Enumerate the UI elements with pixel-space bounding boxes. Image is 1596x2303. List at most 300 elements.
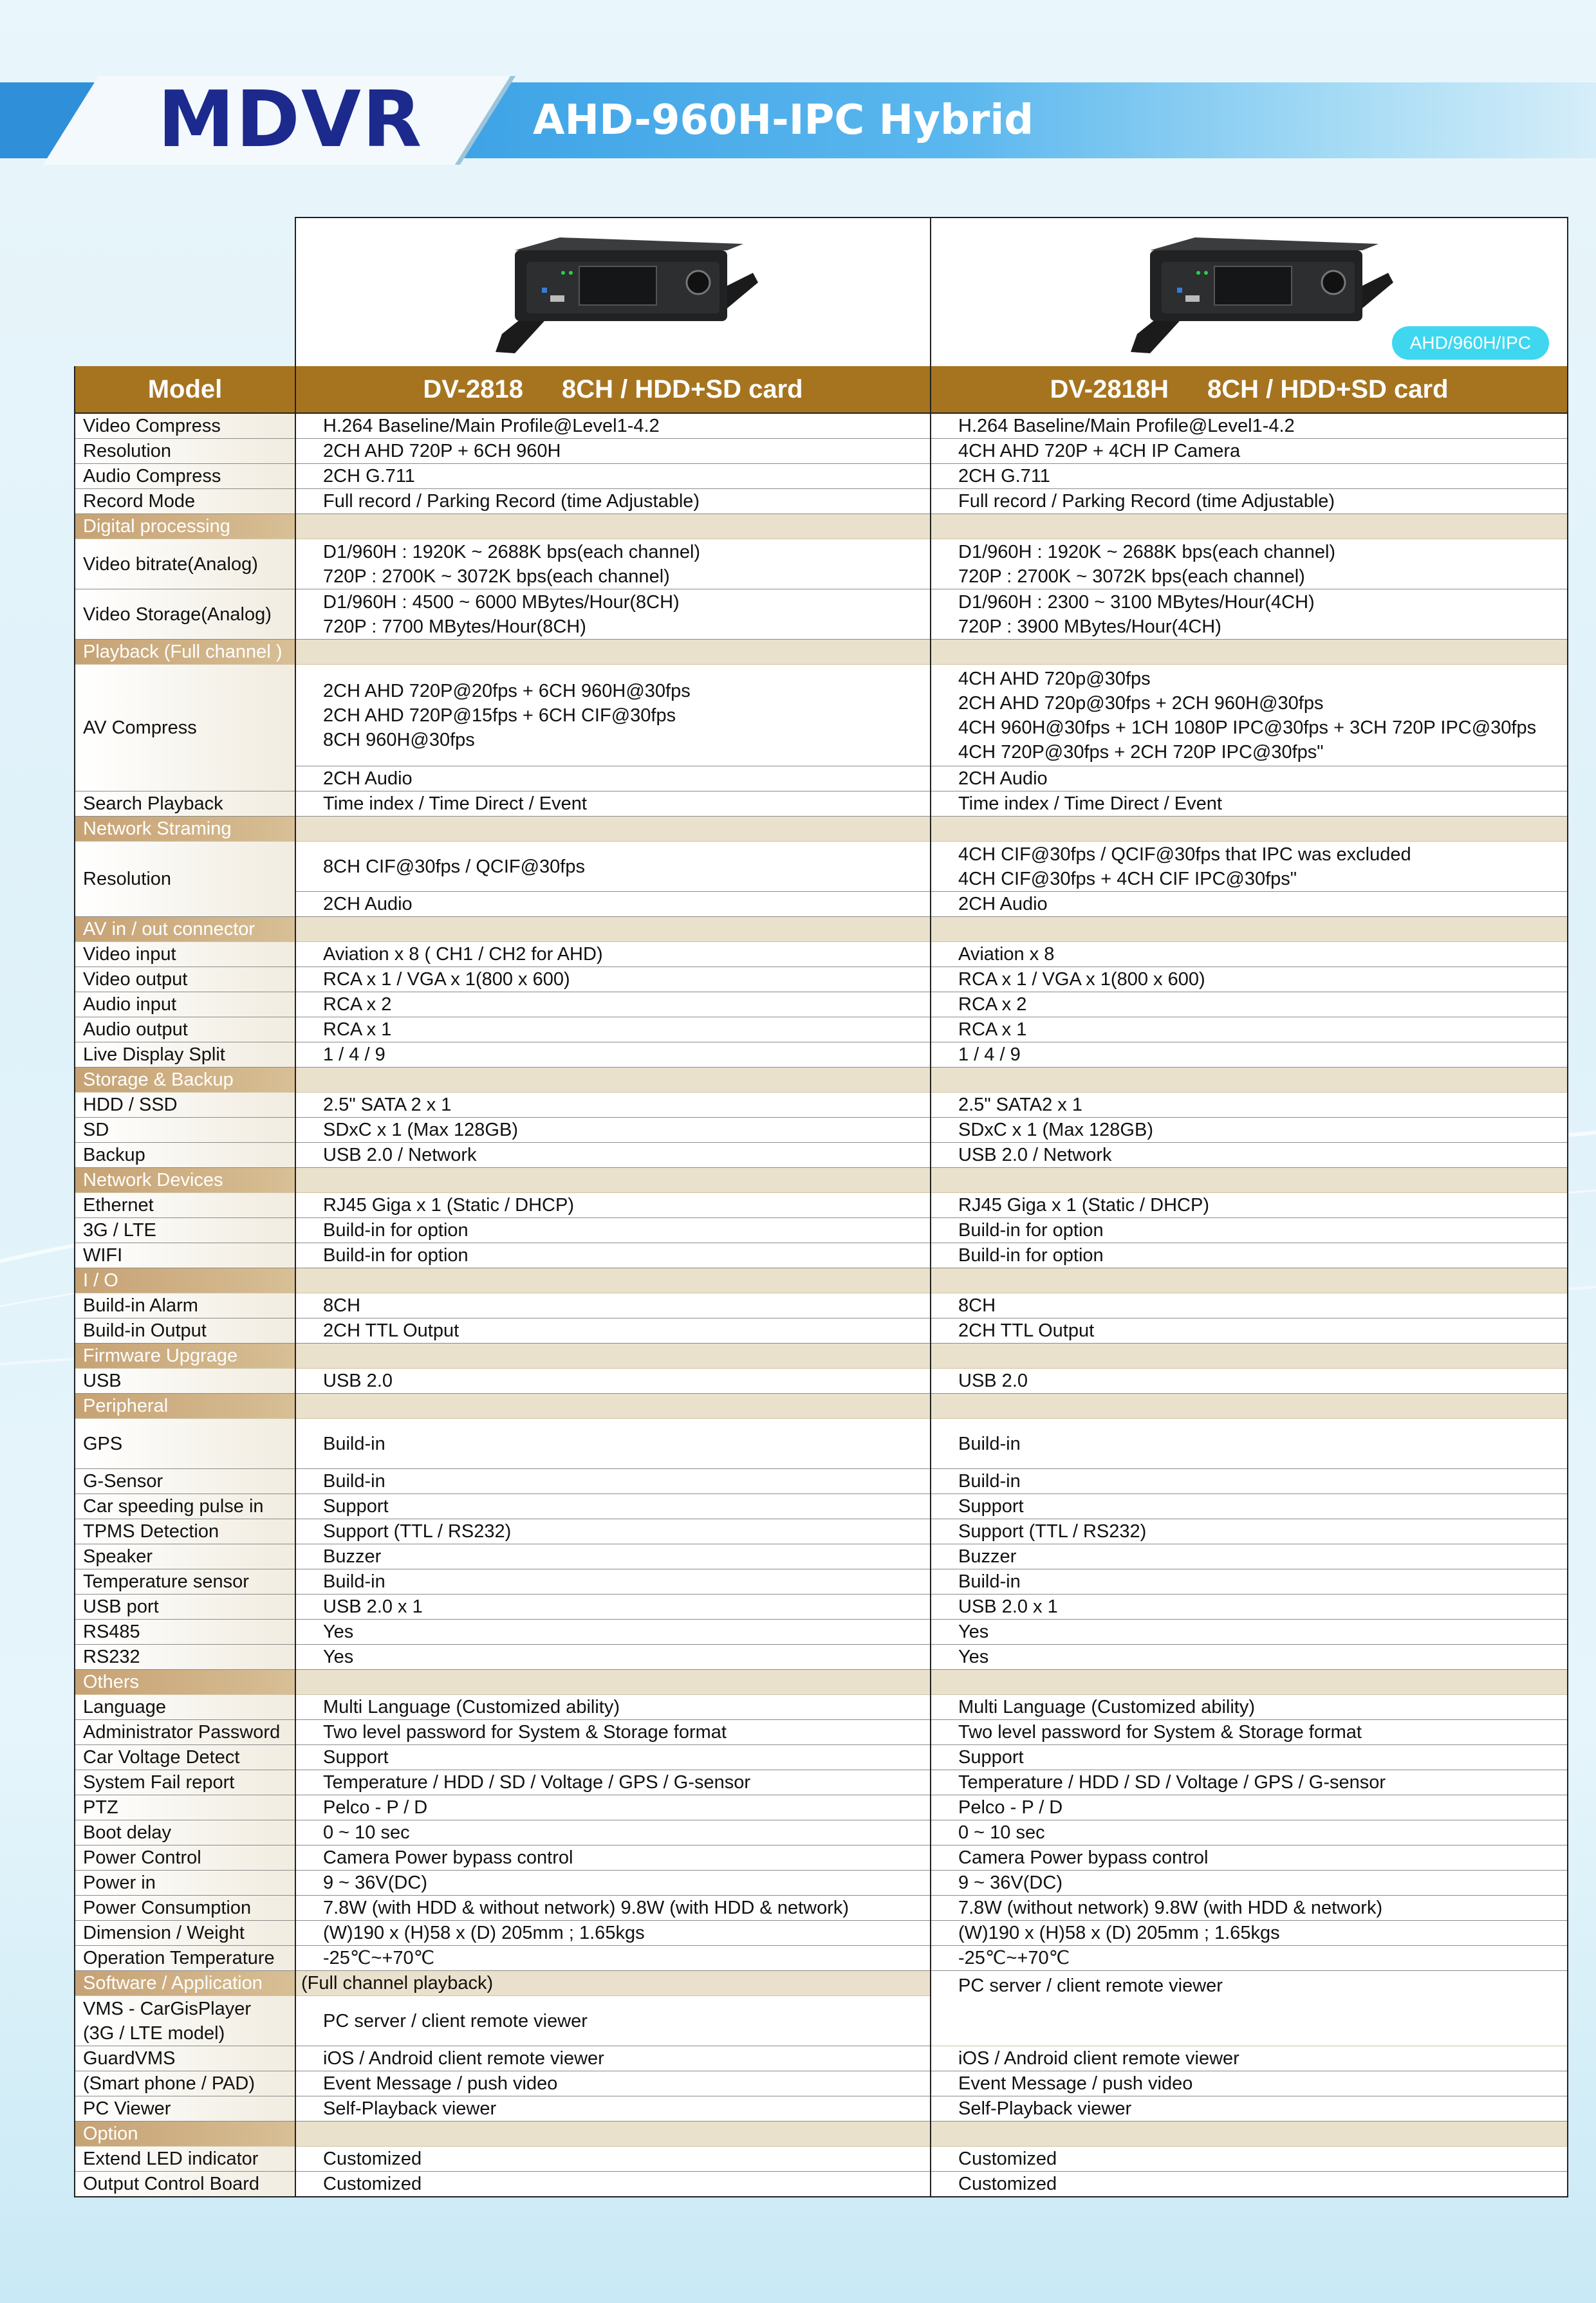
spec-label: PC Viewer [75,2096,295,2122]
section-cell [931,1344,1568,1369]
spec-value-dv2818h [931,942,1568,967]
spec-value-line: Customized [958,2149,1057,2169]
spec-row [75,2172,1568,2197]
spec-value-line: 2CH TTL Output [323,1320,459,1341]
spec-value-line: H.264 Baseline/Main Profile@Level1-4.2 [958,416,1295,436]
spec-row [75,2071,1568,2096]
spec-label: Car Voltage Detect [75,1745,295,1770]
spec-value-dv2818h [931,791,1568,817]
spec-label: System Fail report [75,1770,295,1795]
spec-label: HDD / SSD [75,1093,295,1118]
model-header-row [75,366,1568,413]
section-cell [931,514,1568,539]
spec-value-dv2818h [931,1695,1568,1720]
spec-value-dv2818h [931,1218,1568,1243]
spec-value-dv2818 [295,489,931,514]
spec-value-line: 1 / 4 / 9 [958,1044,1021,1065]
spec-row [75,791,1568,817]
spec-label: Administrator Password [75,1720,295,1745]
section-row [75,1344,1568,1369]
spec-row [75,589,1568,640]
model-spec: 8CH / HDD+SD card [1207,375,1449,403]
spec-value-dv2818h [931,2046,1568,2071]
spec-value-dv2818h [931,2071,1568,2096]
spec-label: Audio output [75,1017,295,1042]
spec-label: WIFI [75,1243,295,1268]
spec-value-line: 2CH AHD 720P@15fps + 6CH CIF@30fps [323,705,676,726]
spec-row [75,1193,1568,1218]
spec-value-line: Customized [323,2149,422,2169]
spec-value-dv2818 [295,1695,931,1720]
spec-value-dv2818h [931,1469,1568,1494]
spec-value-line: Aviation x 8 [958,944,1055,965]
spec-value-line: Self-Playback viewer [958,2098,1132,2119]
spec-value-line: Buzzer [958,1546,1017,1567]
spec-label: Resolution [75,439,295,464]
spec-value-dv2818 [295,1569,931,1595]
spec-row [75,1042,1568,1068]
spec-label: Video Compress [75,413,295,439]
spec-label: Boot delay [75,1820,295,1845]
section-cell [295,514,931,539]
spec-value-line: Support [323,1747,389,1768]
spec-row [75,1569,1568,1595]
spec-value-line: Event Message / push video [323,2073,558,2094]
spec-value-line: 9 ~ 36V(DC) [958,1873,1062,1893]
section-cell [931,817,1568,842]
spec-value-dv2818 [295,1118,931,1143]
spec-value-line: Aviation x 8 ( CH1 / CH2 for AHD) [323,944,603,965]
section-label: Digital processing [75,514,295,539]
spec-value-dv2818h [931,1595,1568,1620]
section-label: AV in / out connector [75,917,295,942]
spec-row [75,539,1568,589]
spec-label: 3G / LTE [75,1218,295,1243]
spec-value-dv2818 [295,1544,931,1569]
spec-value-line: iOS / Android client remote viewer [958,2048,1239,2069]
spec-value-line: 2CH AHD 720P + 6CH 960H [323,441,561,461]
spec-label: TPMS Detection [75,1519,295,1544]
spec-label: PTZ [75,1795,295,1820]
spec-value-line: 2CH Audio [323,894,413,914]
spec-value-line: (W)190 x (H)58 x (D) 205mm ; 1.65kgs [958,1923,1280,1943]
spec-value-dv2818h [931,1921,1568,1946]
spec-value-dv2818h [931,2096,1568,2122]
spec-value-line: 8CH 960H@30fps [323,729,475,750]
spec-value-dv2818 [295,992,931,1017]
spec-value-line: RCA x 2 [958,994,1027,1015]
spec-value-line: Support (TTL / RS232) [323,1521,512,1542]
spec-value-dv2818 [295,1845,931,1871]
spec-label: Ethernet [75,1193,295,1218]
spec-value-dv2818 [295,1143,931,1168]
spec-value-dv2818 [295,413,931,439]
spec-value-line: USB 2.0 x 1 [958,1596,1058,1617]
model-badge: AHD/960H/IPC [1392,326,1549,360]
spec-value-line: USB 2.0 / Network [323,1145,477,1165]
spec-label: Video input [75,942,295,967]
section-cell [295,2122,931,2147]
section-cell [931,1068,1568,1093]
spec-value-dv2818h [931,1845,1568,1871]
spec-value-line: USB 2.0 [958,1371,1028,1391]
spec-value-line: 4CH 960H@30fps + 1CH 1080P IPC@30fps + 3CH 720P IPC@30fps [958,717,1537,738]
spec-value-dv2818h [931,1544,1568,1569]
spec-label: SD [75,1118,295,1143]
spec-value-line: 4CH CIF@30fps + 4CH CIF IPC@30fps" [958,868,1297,889]
spec-label: Power Consumption [75,1896,295,1921]
spec-value-line: RCA x 1 [323,1019,392,1040]
section-label: I / O [75,1268,295,1293]
section-cell [295,640,931,665]
spec-value-line: Customized [958,2174,1057,2194]
spec-value-dv2818 [295,1896,931,1921]
spec-value-line: Time index / Time Direct / Event [958,793,1222,814]
model-name: DV-2818 [423,375,524,403]
spec-value-dv2818 [295,1620,931,1645]
spec-value-line: Support (TTL / RS232) [958,1521,1147,1542]
spec-value-dv2818h [931,842,1568,892]
spec-value-line: RCA x 2 [323,994,392,1015]
spec-value-line: Temperature / HDD / SD / Voltage / GPS / G-sensor [958,1772,1386,1793]
spec-value-dv2818 [295,2096,931,2122]
model-header-dv2818 [295,366,931,413]
spec-label: Temperature sensor [75,1569,295,1595]
spec-value-line: Customized [323,2174,422,2194]
spec-value-line: Support [958,1496,1024,1517]
spec-value-dv2818 [295,1871,931,1896]
spec-value-dv2818h [931,589,1568,640]
spec-value-line: RCA x 1 / VGA x 1(800 x 600) [323,969,570,990]
section-row [75,817,1568,842]
spec-row [75,1770,1568,1795]
section-row [75,640,1568,665]
section-label: Software / Application [75,1971,295,1996]
spec-row [75,1845,1568,1871]
spec-value-line: Build-in [958,1571,1021,1592]
spec-value-line: Support [958,1747,1024,1768]
section-cell [295,917,931,942]
spec-value-line: RCA x 1 / VGA x 1(800 x 600) [958,969,1205,990]
spec-value-dv2818h [931,1896,1568,1921]
spec-label: Language [75,1695,295,1720]
spec-value-line: 8CH [323,1295,361,1316]
spec-row [75,464,1568,489]
spec-row [75,1519,1568,1544]
spec-value-line: Build-in for option [958,1220,1104,1241]
spec-label: (Smart phone / PAD) [75,2071,295,2096]
spec-value-dv2818h [931,464,1568,489]
section-row [75,1971,1568,1996]
spec-value-dv2818 [295,967,931,992]
spec-label-line: VMS - CarGisPlayer [83,1998,252,2019]
spec-row [75,1820,1568,1845]
spec-value-line: Pelco - P / D [958,1797,1063,1818]
spec-label: Operation Temperature [75,1946,295,1971]
spec-value-line: RJ45 Giga x 1 (Static / DHCP) [323,1195,574,1216]
spec-row [75,1093,1568,1118]
spec-value-dv2818h [931,489,1568,514]
spec-value-line: 1 / 4 / 9 [323,1044,385,1065]
spec-value-dv2818 [295,1042,931,1068]
section-label: Option [75,2122,295,2147]
spec-value-line: -25℃~+70℃ [958,1948,1070,1968]
spec-value-line: Self-Playback viewer [323,2098,497,2119]
spec-row [75,1695,1568,1720]
section-row [75,514,1568,539]
spec-value-line: 8CH CIF@30fps / QCIF@30fps [323,856,585,877]
spec-value-dv2818 [295,439,931,464]
spec-label: AV Compress [75,665,295,791]
spec-row [75,1419,1568,1469]
section-cell [295,1394,931,1419]
spec-value-dv2818 [295,464,931,489]
spec-value-dv2818h [931,1820,1568,1845]
spec-value-dv2818 [295,1745,931,1770]
spec-row [75,892,1568,917]
spec-value-line: 2CH Audio [958,768,1048,789]
spec-value-line: 2CH AHD 720p@30fps + 2CH 960H@30fps [958,692,1324,714]
spec-label [75,1996,295,2046]
section-cell [295,817,931,842]
spec-value-dv2818h [931,1946,1568,1971]
spec-value-dv2818 [295,1093,931,1118]
spec-value-dv2818h [931,1042,1568,1068]
spec-label: RS485 [75,1620,295,1645]
spec-value-dv2818 [295,1820,931,1845]
spec-value-line: USB 2.0 / Network [958,1145,1112,1165]
spec-value-dv2818 [295,2046,931,2071]
spec-value-dv2818h [931,439,1568,464]
spec-value-dv2818 [295,1519,931,1544]
spec-value-dv2818h [931,1017,1568,1042]
spec-row [75,1469,1568,1494]
spec-label: Build-in Alarm [75,1293,295,1318]
spec-value-line: Build-in [323,1433,385,1454]
spec-value-line: 720P : 2700K ~ 3072K bps(each channel) [323,566,670,587]
spec-value-dv2818h [931,1243,1568,1268]
spec-value-line: Temperature / HDD / SD / Voltage / GPS / G-sensor [323,1772,751,1793]
spec-row [75,1218,1568,1243]
spec-value-line: RCA x 1 [958,1019,1027,1040]
spec-value-line: 720P : 3900 MBytes/Hour(4CH) [958,616,1221,637]
spec-value-line: D1/960H : 1920K ~ 2688K bps(each channel) [958,541,1336,562]
spec-row [75,1544,1568,1569]
spec-value-dv2818h [931,967,1568,992]
spec-value-dv2818 [295,2071,931,2096]
spec-label: Video bitrate(Analog) [75,539,295,589]
section-cell [295,1268,931,1293]
section-cell [295,1168,931,1193]
spec-row [75,1946,1568,1971]
spec-row [75,1645,1568,1670]
spec-row [75,992,1568,1017]
spec-value-dv2818h [931,1795,1568,1820]
spec-label: GuardVMS [75,2046,295,2071]
section-label: Network Devices [75,1168,295,1193]
spec-value-dv2818h [931,2147,1568,2172]
spec-row [75,2096,1568,2122]
spec-value-line: Full record / Parking Record (time Adjustable) [323,491,700,512]
spec-value-dv2818h [931,1143,1568,1168]
spec-value-line: Build-in [323,1571,385,1592]
spec-value-line: Yes [958,1622,989,1642]
spec-row [75,1620,1568,1645]
spec-row [75,439,1568,464]
model-name: DV-2818H [1050,375,1169,403]
spec-value-line: Multi Language (Customized ability) [958,1697,1255,1717]
section-cell [295,1670,931,1695]
spec-row [75,1896,1568,1921]
spec-value-line: Build-in for option [323,1220,469,1241]
section-cell [295,1068,931,1093]
spec-value-line: 4CH 720P@30fps + 2CH 720P IPC@30fps" [958,741,1324,763]
spec-value-line: Two level password for System & Storage format [323,1722,727,1743]
spec-value-line: 720P : 7700 MBytes/Hour(8CH) [323,616,586,637]
spec-row [75,967,1568,992]
spec-row [75,665,1568,766]
spec-value-dv2818h [931,1871,1568,1896]
spec-row [75,1143,1568,1168]
spec-row [75,1118,1568,1143]
spec-value-dv2818 [295,665,931,766]
spec-value-dv2818h [931,665,1568,766]
spec-label: Resolution [75,842,295,917]
spec-row [75,942,1568,967]
spec-value-dv2818 [295,2147,931,2172]
spec-value-dv2818 [295,1494,931,1519]
spec-value-line: 0 ~ 10 sec [323,1822,410,1843]
section-row [75,917,1568,942]
section-label: Network Straming [75,817,295,842]
spec-value-line: Yes [958,1647,989,1667]
spec-value-line: Event Message / push video [958,2073,1193,2094]
spec-label-line: (3G / LTE model) [83,2022,225,2044]
spec-row [75,766,1568,791]
spec-row [75,1595,1568,1620]
spec-value-line: RJ45 Giga x 1 (Static / DHCP) [958,1195,1209,1216]
spec-value-dv2818 [295,791,931,817]
spec-value-dv2818 [295,1946,931,1971]
section-cell [931,1268,1568,1293]
section-cell [931,1670,1568,1695]
spec-row [75,1017,1568,1042]
brand-logo: MDVR [158,75,423,165]
section-cell [295,1344,931,1369]
spec-value-line: USB 2.0 x 1 [323,1596,423,1617]
spec-label: Speaker [75,1544,295,1569]
section-cell [931,640,1568,665]
spec-value-dv2818 [295,1318,931,1344]
spec-value-dv2818 [295,1218,931,1243]
section-label: Peripheral [75,1394,295,1419]
spec-value-dv2818 [295,1369,931,1394]
spec-value-dv2818 [295,1243,931,1268]
spec-value-dv2818 [295,1770,931,1795]
section-row [75,1394,1568,1419]
spec-value-line: 9 ~ 36V(DC) [323,1873,427,1893]
spec-value-line: Yes [323,1622,354,1642]
spec-value-dv2818h [931,1318,1568,1344]
product-image-row [75,217,1568,366]
spec-value-dv2818h [931,1494,1568,1519]
spec-label: Output Control Board [75,2172,295,2197]
spec-value-dv2818h [931,1369,1568,1394]
spec-value-dv2818h: PC server / client remote viewer [931,1971,1568,2046]
spec-row [75,1720,1568,1745]
spec-label: G-Sensor [75,1469,295,1494]
spec-value-line: (W)190 x (H)58 x (D) 205mm ; 1.65kgs [323,1923,645,1943]
section-row [75,2122,1568,2147]
spec-row [75,1871,1568,1896]
spec-value-line: Two level password for System & Storage format [958,1722,1362,1743]
spec-value-line: Time index / Time Direct / Event [323,793,587,814]
spec-row [75,1745,1568,1770]
spec-value-dv2818h [931,1519,1568,1544]
spec-value-line: Build-in [958,1433,1021,1454]
spec-value-dv2818h [931,2172,1568,2197]
spec-value-dv2818h [931,1293,1568,1318]
spec-row [75,2147,1568,2172]
spec-value-dv2818 [295,2172,931,2197]
spec-label: Extend LED indicator [75,2147,295,2172]
product-image-cell [931,217,1568,366]
spec-row [75,1494,1568,1519]
model-header-dv2818h [931,366,1568,413]
spec-value-line: 8CH [958,1295,996,1316]
section-label: Firmware Upgrage [75,1344,295,1369]
spec-value-dv2818h [931,1569,1568,1595]
section-label: Others [75,1670,295,1695]
spec-value-line: 2CH Audio [958,894,1048,914]
spec-value-line: Full record / Parking Record (time Adjustable) [958,491,1335,512]
section-row [75,1268,1568,1293]
spec-table [74,217,1568,2197]
spec-value-line: Build-in for option [323,1245,469,1266]
spec-value-dv2818h [931,992,1568,1017]
spec-value-line: Multi Language (Customized ability) [323,1697,620,1717]
spec-label: Video output [75,967,295,992]
spec-value-dv2818 [295,842,931,892]
spec-value-dv2818h [931,1118,1568,1143]
spec-row [75,1369,1568,1394]
section-label: Storage & Backup [75,1068,295,1093]
spec-label: Audio input [75,992,295,1017]
spec-value-line: H.264 Baseline/Main Profile@Level1-4.2 [323,416,660,436]
spec-label: Power Control [75,1845,295,1871]
spec-value-dv2818h [931,1093,1568,1118]
spec-value-dv2818h [931,1193,1568,1218]
spec-value-dv2818 [295,1419,931,1469]
spec-row [75,413,1568,439]
spec-label: Live Display Split [75,1042,295,1068]
spec-value-line: 0 ~ 10 sec [958,1822,1045,1843]
spec-row [75,489,1568,514]
spec-value-line: -25℃~+70℃ [323,1948,435,1968]
spec-value-dv2818h [931,1745,1568,1770]
spec-value-line: 2CH G.711 [958,466,1050,486]
dvr-device-image [1124,237,1395,353]
spec-value-dv2818 [295,1017,931,1042]
dvr-device-image [489,237,759,353]
spec-value-line: SDxC x 1 (Max 128GB) [958,1120,1153,1140]
section-row [75,1068,1568,1093]
spec-value-dv2818h [931,1419,1568,1469]
spec-value-line: iOS / Android client remote viewer [323,2048,604,2069]
spec-row [75,1921,1568,1946]
spec-label: Dimension / Weight [75,1921,295,1946]
spec-value-dv2818 [295,892,931,917]
